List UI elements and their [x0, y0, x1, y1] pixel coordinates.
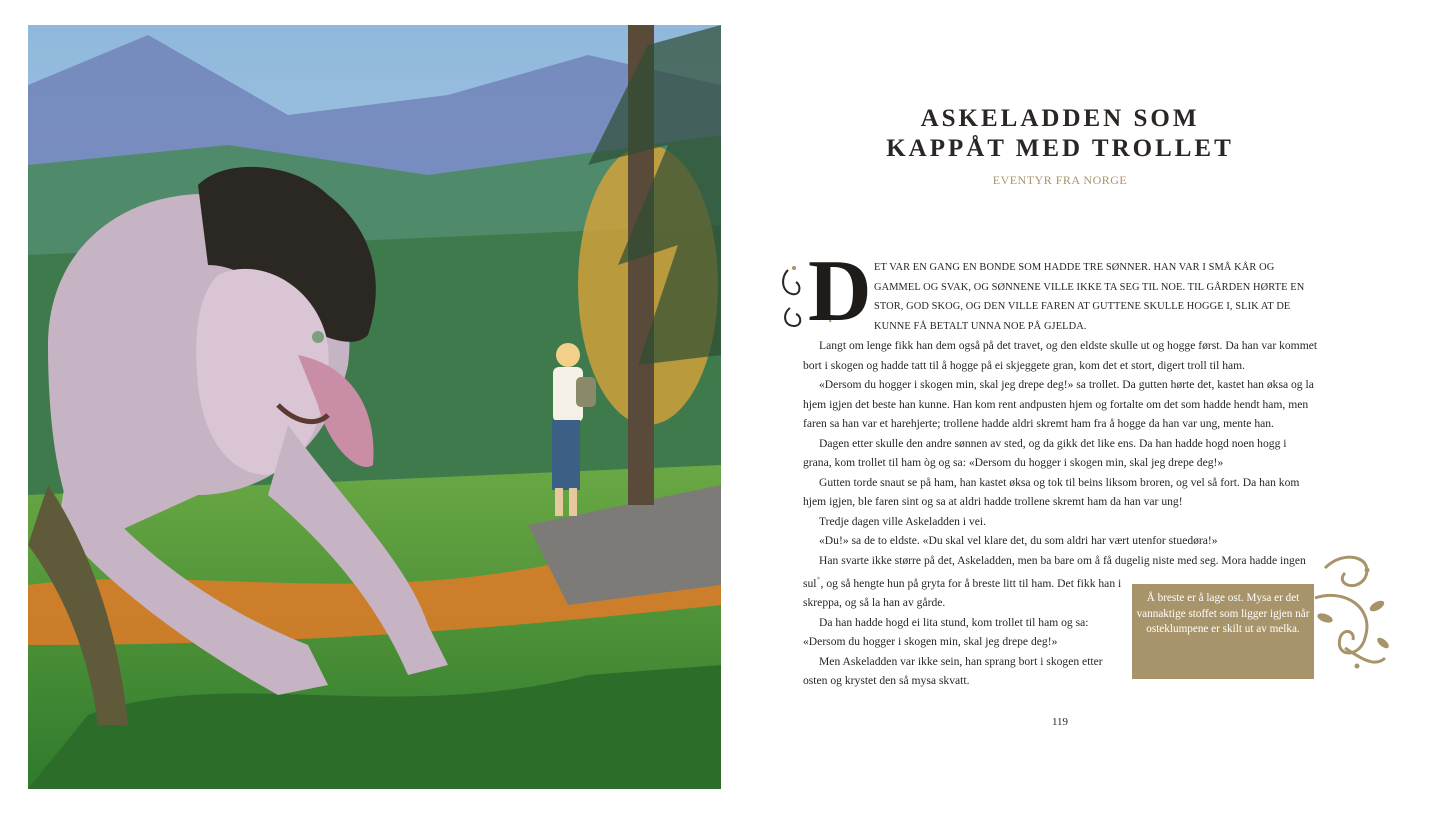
page-number: 119 [1051, 716, 1069, 728]
story-title [830, 104, 1290, 164]
paragraph: Da han hadde hogd ei lita stund, kom trollet til ham og sa: «Dersom du hogger i skogen min, skal jeg drepe deg!» [803, 615, 1089, 649]
paragraph-sul [803, 570, 1125, 613]
title-line-1: ASKELADDEN SOM [920, 105, 1200, 132]
sul-rest: , og så hengte hun på gryta for å breste litt til ham. Det fikk han i skreppa, og så la han av gårde. [803, 576, 1122, 610]
paragraph: Tredje dagen ville Askeladden i vei. [819, 514, 986, 528]
vine-ornament-icon [1305, 548, 1395, 678]
paragraph: Gutten torde snaut se på ham, han kastet øksa og tok til beins liksom broren, og vel så fort. Da han kom hjem igjen, ble faren sint og sa at aldri hadde trollene skremt ham da han var ung! [803, 475, 1300, 508]
title-line-2: KAPPÅT MED TROLLET [886, 135, 1234, 162]
dropcap-letter: D [808, 243, 872, 340]
troll-illustration-icon [28, 25, 721, 789]
paragraph: Men Askeladden var ikke sein, han sprang bort i skogen etter osten og krystet den så mysa skvatt. [803, 654, 1103, 688]
story-illustration [28, 25, 721, 789]
paragraph-opening: ET VAR EN GANG EN BONDE SOM HADDE TRE SØNNER. HAN VAR I SMÅ KÅR OG GAMMEL OG SVAK, OG SØNNENE VILLE IKKE TA SEG TIL NOE. TIL GÅRDEN HØRTE EN STOR, GOD SKOG, OG DEN VILLE FAREN AT GUTTENE SKULLE HOGGE I, SLIK AT DE KUNNE FÅ BETALT UNNA NOE PÅ GJELDA. [874, 262, 1305, 332]
story-subtitle: EVENTYR FRA NORGE [992, 173, 1128, 187]
sul-word: sul [803, 576, 817, 590]
footnote-marker: * [816, 575, 821, 584]
paragraph: Han svarte ikke større på det, Askeladden, men ba bare om å få dugelig niste med seg. Mora hadde ingen [819, 553, 1306, 567]
paragraph: Dagen etter skulle den andre sønnen av sted, og da gikk det like ens. Da han hadde hogd noen hogg i grana, kom trollet til ham òg og sa: «Dersom du hogger i skogen min, skal jeg drepe deg!» [803, 436, 1287, 469]
paragraph: «Dersom du hogger i skogen min, skal jeg drepe deg!» sa trollet. Da gutten hørte det, kastet han øksa og la hjem igjen det beste han kunne. Han kom rent andpusten hjem og fortalte om det som hadde hendt ham, men faren sa han var et harehjerte; trollene hadde aldri skremt ham fra å hogge da han var ung, mente han. [803, 378, 1314, 430]
footnote-box: Å breste er å lage ost. Mysa er det vannaktige stoffet som ligger igjen når osteklumpene er skilt ut av melka. [1132, 584, 1314, 679]
paragraph: Langt om lenge fikk han dem også på det travet, og den eldste skulle ut og hogge først. Da han var kommet bort i skogen og hadde tatt til å hogge på ei skjeggete gran, kom det et stort, digert troll til ham. [803, 339, 1318, 372]
paragraph: «Du!» sa de to eldste. «Du skal vel klare det, du som aldri har vært utenfor stuedøra!» [819, 534, 1218, 547]
